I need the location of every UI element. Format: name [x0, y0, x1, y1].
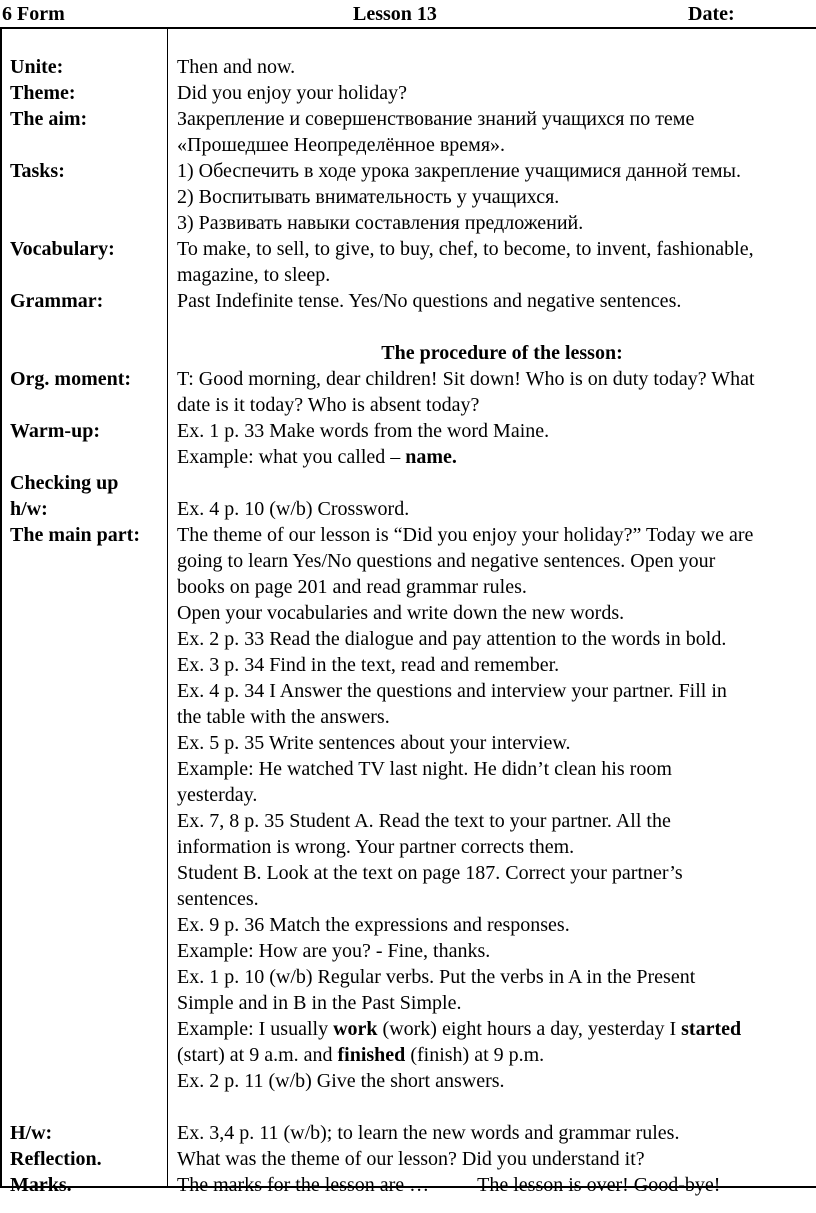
main-line-10: Example: He watched TV last night. He didn’t clean his room	[177, 758, 672, 780]
warm-up-line-2	[177, 444, 816, 470]
date-label: Date:	[688, 3, 735, 25]
label-hw: H/w:	[10, 1122, 53, 1144]
main-line-8: the table with the answers.	[177, 706, 390, 728]
main-line-6: Ex. 3 p. 34 Find in the text, read and remember.	[177, 654, 560, 676]
main-line-7: Ex. 4 p. 34 I Answer the questions and interview your partner. Fill in	[177, 680, 727, 702]
procedure-heading: The procedure of the lesson:	[381, 342, 623, 364]
label-tasks: Tasks:	[10, 160, 65, 182]
example-text: (finish) at 9 p.m.	[405, 1044, 545, 1066]
task-3: 3) Развивать навыки составления предложений.	[177, 212, 584, 234]
column-divider	[167, 27, 168, 1188]
main-line-1: The theme of our lesson is “Did you enjoy your holiday?” Today we are	[177, 524, 754, 546]
top-border	[0, 27, 816, 29]
label-checking-1: Checking up	[10, 472, 119, 494]
label-marks: Marks.	[10, 1174, 72, 1196]
example-bold-finished: finished	[337, 1044, 406, 1066]
content-column	[177, 54, 816, 1198]
lesson-header	[0, 2, 816, 26]
main-line-15: sentences.	[177, 888, 259, 910]
label-reflection: Reflection.	[10, 1148, 102, 1170]
marks-line	[177, 1172, 816, 1198]
label-org-moment: Org. moment:	[10, 368, 132, 390]
main-line-21	[177, 1042, 816, 1068]
main-line-14: Student B. Look at the text on page 187. Correct your partner’s	[177, 862, 683, 884]
org-line-1: T: Good morning, dear children! Sit down! Who is on duty today? What	[177, 368, 755, 390]
main-line-16: Ex. 9 p. 36 Match the expressions and responses.	[177, 914, 570, 936]
aim-line-2: «Прошедшее Неопределённое время».	[177, 134, 506, 156]
main-line-13: information is wrong. Your partner corrects them.	[177, 836, 575, 858]
vocabulary-line-2: magazine, to sleep.	[177, 264, 331, 286]
label-theme: Theme:	[10, 82, 76, 104]
lesson-title: Lesson 13	[353, 3, 437, 25]
main-line-19: Simple and in B in the Past Simple.	[177, 992, 462, 1014]
form-label: 6 Form	[2, 3, 65, 25]
task-1: 1) Обеспечить в ходе урока закрепление учащимися данной темы.	[177, 160, 741, 182]
main-line-4: Open your vocabularies and write down the new words.	[177, 602, 625, 624]
aim-line-1: Закрепление и совершенствование знаний учащихся по теме	[177, 108, 695, 130]
reflection-text: What was the theme of our lesson? Did you understand it?	[177, 1148, 645, 1170]
label-warm-up: Warm-up:	[10, 420, 100, 442]
label-aim: The aim:	[10, 108, 88, 130]
unite-text: Then and now.	[177, 56, 296, 78]
example-text: (start) at 9 a.m. and	[177, 1044, 338, 1066]
label-vocabulary: Vocabulary:	[10, 238, 115, 260]
example-bold-started: started	[681, 1018, 742, 1040]
farewell-text: The lesson is over! Good-bye!	[477, 1174, 721, 1196]
label-unite: Unite:	[10, 56, 64, 78]
main-line-20	[177, 1016, 816, 1042]
grammar-text: Past Indefinite tense. Yes/No questions and negative sentences.	[177, 290, 682, 312]
label-checking-2: h/w:	[10, 498, 48, 520]
main-line-12: Ex. 7, 8 p. 35 Student A. Read the text to your partner. All the	[177, 810, 671, 832]
main-line-2: going to learn Yes/No questions and negative sentences. Open your	[177, 550, 716, 572]
vocabulary-line-1: To make, to sell, to give, to buy, chef, to become, to invent, fashionable,	[177, 238, 754, 260]
label-main-part: The main part:	[10, 524, 140, 546]
hw-text: Ex. 3,4 p. 11 (w/b); to learn the new words and grammar rules.	[177, 1122, 680, 1144]
example-text: (work) eight hours a day, yesterday I	[377, 1018, 682, 1040]
main-line-22: Ex. 2 p. 11 (w/b) Give the short answers.	[177, 1070, 505, 1092]
example-text: Example: I usually	[177, 1018, 334, 1040]
example-bold-work: work	[333, 1018, 378, 1040]
warm-up-line-1: Ex. 1 p. 33 Make words from the word Maine.	[177, 420, 550, 442]
label-grammar: Grammar:	[10, 290, 104, 312]
org-line-2: date is it today? Who is absent today?	[177, 394, 480, 416]
theme-text: Did you enjoy your holiday?	[177, 82, 407, 104]
main-line-18: Ex. 1 p. 10 (w/b) Regular verbs. Put the verbs in A in the Present	[177, 966, 696, 988]
warm-up-example: Example: what you called –	[177, 446, 406, 468]
warm-up-answer: name.	[405, 446, 457, 468]
checking-text: Ex. 4 p. 10 (w/b) Crossword.	[177, 498, 410, 520]
main-line-11: yesterday.	[177, 784, 258, 806]
main-line-17: Example: How are you? - Fine, thanks.	[177, 940, 491, 962]
labels-column	[10, 54, 160, 1198]
main-line-5: Ex. 2 p. 33 Read the dialogue and pay attention to the words in bold.	[177, 628, 727, 650]
left-border	[0, 27, 2, 1188]
main-line-9: Ex. 5 p. 35 Write sentences about your interview.	[177, 732, 571, 754]
marks-text: The marks for the lesson are …	[177, 1174, 430, 1196]
task-2: 2) Воспитывать внимательность у учащихся.	[177, 186, 560, 208]
main-line-3: books on page 201 and read grammar rules.	[177, 576, 527, 598]
